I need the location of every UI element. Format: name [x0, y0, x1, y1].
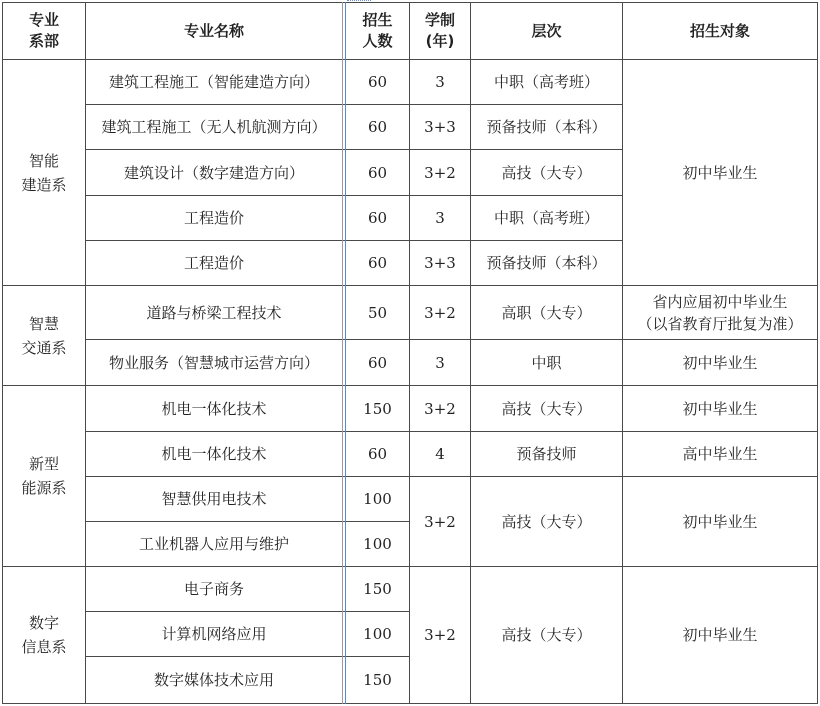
level-cell: 高职（大专）	[501, 303, 592, 322]
dept-cell: 数字 信息系	[21, 614, 67, 656]
years-cell: 3	[435, 353, 445, 372]
dept-cell: 新型 能源系	[21, 455, 67, 497]
count-cell: 60	[367, 163, 388, 182]
count-cell: 60	[367, 118, 388, 136]
level-cell: 高技（大专）	[501, 626, 592, 644]
dept-cell: 智慧 交通系	[21, 314, 67, 357]
major-cell: 机电一体化技术	[161, 399, 267, 418]
major-cell: 物业服务（智慧城市运营方向）	[108, 353, 319, 372]
header-level: 层次	[531, 21, 562, 40]
count-cell: 60	[367, 254, 388, 272]
level-cell: 高技（大专）	[501, 163, 592, 182]
major-cell: 计算机网络应用	[161, 625, 267, 643]
years-cell: 3+2	[424, 626, 456, 644]
major-cell: 机电一体化技术	[161, 445, 267, 463]
count-cell: 100	[363, 625, 392, 643]
header-years: 学制 (年)	[424, 11, 455, 50]
major-cell: 电子商务	[183, 580, 244, 598]
major-cell: 建筑工程施工（智能建造方向）	[108, 73, 319, 91]
years-cell: 3+3	[424, 254, 456, 272]
major-cell: 工程造价	[183, 254, 244, 272]
major-cell: 建筑设计（数字建造方向）	[123, 163, 304, 182]
count-cell: 150	[363, 580, 392, 598]
level-cell: 预备技师（本科）	[486, 254, 607, 272]
target-cell: 初中毕业生	[682, 626, 758, 644]
target-cell: 省内应届初中毕业生 （以省教育厅批复为准）	[637, 292, 803, 333]
header-dept: 专业 系部	[28, 11, 59, 50]
header-target: 招生对象	[689, 21, 750, 40]
level-cell: 高技（大专）	[501, 512, 592, 531]
table-rule	[817, 2, 818, 704]
count-cell: 60	[367, 209, 388, 227]
major-cell: 智慧供用电技术	[161, 490, 267, 508]
major-cell: 数字媒体技术应用	[153, 671, 274, 689]
count-cell: 100	[363, 535, 392, 553]
count-cell: 50	[367, 303, 388, 322]
years-cell: 4	[435, 445, 445, 463]
level-cell: 预备技师（本科）	[486, 118, 607, 136]
years-cell: 3+2	[424, 512, 456, 531]
level-cell: 中职	[531, 353, 562, 372]
count-cell: 150	[363, 671, 392, 689]
target-cell: 初中毕业生	[682, 512, 758, 531]
years-cell: 3	[435, 209, 445, 227]
target-cell: 初中毕业生	[682, 163, 758, 182]
table-rule	[2, 703, 818, 704]
major-cell: 工业机器人应用与维护	[138, 535, 289, 553]
target-cell: 初中毕业生	[682, 399, 758, 418]
target-cell: 初中毕业生	[682, 353, 758, 372]
level-cell: 中职（高考班）	[493, 209, 599, 227]
years-cell: 3+2	[424, 399, 456, 418]
years-cell: 3	[435, 73, 445, 91]
target-cell: 高中毕业生	[682, 445, 758, 463]
count-cell: 60	[367, 73, 388, 91]
count-cell: 60	[367, 445, 388, 463]
header-count: 招生 人数	[362, 11, 393, 50]
years-cell: 3+3	[424, 118, 456, 136]
major-cell: 建筑工程施工（无人机航测方向）	[101, 118, 327, 136]
major-cell: 道路与桥梁工程技术	[146, 303, 282, 322]
major-cell: 工程造价	[183, 209, 244, 227]
years-cell: 3+2	[424, 303, 456, 322]
level-cell: 预备技师	[516, 445, 577, 463]
count-cell: 150	[363, 399, 392, 418]
dept-cell: 智能 建造系	[21, 151, 67, 194]
level-cell: 高技（大专）	[501, 399, 592, 418]
years-cell: 3+2	[424, 163, 456, 182]
count-cell: 100	[363, 490, 392, 508]
header-major: 专业名称	[183, 21, 244, 40]
count-cell: 60	[367, 353, 388, 372]
level-cell: 中职（高考班）	[493, 73, 599, 91]
table-rule	[342, 2, 343, 704]
